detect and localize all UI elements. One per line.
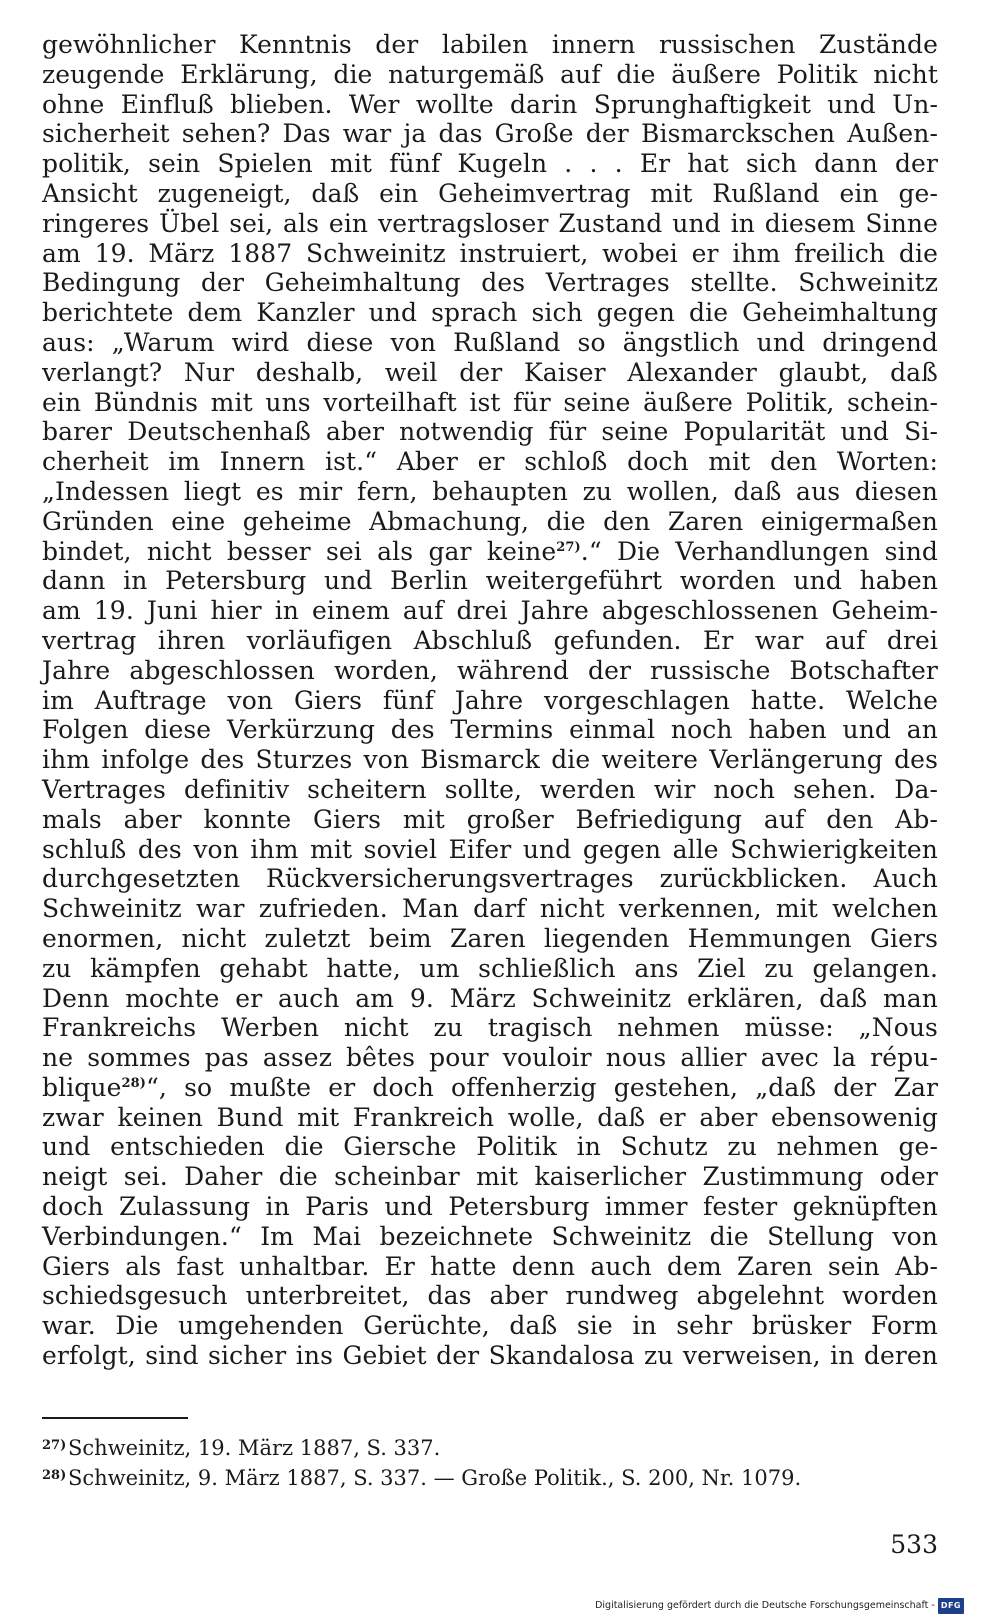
text-line: barer Deutschenhaß aber notwendig für seine Popularität und Si- bbox=[42, 417, 938, 447]
text-line: zu kämpfen gehabt hatte, um schließlich ans Ziel zu gelangen. bbox=[42, 953, 938, 983]
text-line: Schweinitz war zufrieden. Man darf nicht verkennen, mit welchen bbox=[42, 894, 938, 924]
text-line: am 19. März 1887 Schweinitz instruiert, wobei er ihm freilich die bbox=[42, 238, 938, 268]
text-line: politik, sein Spielen mit fünf Kugeln . . . Er hat sich dann der bbox=[42, 149, 938, 179]
footnote-reference[interactable]: 27) bbox=[556, 539, 581, 555]
footnote: 27)Schweinitz, 19. März 1887, S. 337. bbox=[42, 1436, 441, 1460]
text-line: schluß des von ihm mit soviel Eifer und gegen alle Schwierigkeiten bbox=[42, 834, 938, 864]
body-text bbox=[42, 30, 938, 1371]
digitization-credit bbox=[595, 1598, 964, 1614]
text-line: und entschieden die Giersche Politik in Schutz zu nehmen ge- bbox=[42, 1132, 938, 1162]
text-line: Giers als fast unhaltbar. Er hatte denn auch dem Zaren sein Ab- bbox=[42, 1251, 938, 1281]
text-line: doch Zulassung in Paris und Petersburg immer fester geknüpften bbox=[42, 1192, 938, 1222]
text-line: blique$^{28)}$“, so mußte er doch offenherzig gestehen, „daß der Zar bbox=[42, 1072, 938, 1102]
text-line: neigt sei. Daher die scheinbar mit kaiserlicher Zustimmung oder bbox=[42, 1162, 938, 1192]
text-line: ein Bündnis mit uns vorteilhaft ist für seine äußere Politik, schein- bbox=[42, 387, 938, 417]
text-line: Gründen eine geheime Abmachung, die den Zaren einigermaßen bbox=[42, 506, 938, 536]
text-line: ne sommes pas assez bêtes pour vouloir nous allier avec la répu- bbox=[42, 1043, 938, 1073]
text-line: ihm infolge des Sturzes von Bismarck die weitere Verlängerung des bbox=[42, 745, 938, 775]
footnote-reference[interactable]: 28) bbox=[121, 1075, 147, 1091]
text-line: verlangt? Nur deshalb, weil der Kaiser Alexander glaubt, daß bbox=[42, 357, 938, 387]
text-line: Verbindungen.“ Im Mai bezeichnete Schweinitz die Stellung von bbox=[42, 1221, 938, 1251]
text-line: Vertrages definitiv scheitern sollte, werden wir noch sehen. Da- bbox=[42, 774, 938, 804]
text-line: schiedsgesuch unterbreitet, das aber rundweg abgelehnt worden bbox=[42, 1281, 938, 1311]
text-line: cherheit im Innern ist.“ Aber er schloß doch mit den Worten: bbox=[42, 447, 938, 477]
text-line: „Indessen liegt es mir fern, behaupten zu wollen, daß aus diesen bbox=[42, 476, 938, 506]
text-line: erfolgt, sind sicher ins Gebiet der Skandalosa zu verweisen, in deren bbox=[42, 1341, 938, 1371]
text-line: im Auftrage von Giers fünf Jahre vorgeschlagen hatte. Welche bbox=[42, 685, 938, 715]
text-line: ohne Einfluß blieben. Wer wollte darin Sprunghaftigkeit und Un- bbox=[42, 89, 938, 119]
text-line: war. Die umgehenden Gerüchte, daß sie in sehr brüsker Form bbox=[42, 1311, 938, 1341]
text-line: bindet, nicht besser sei als gar keine$^{27)}$.“ Die Verhandlungen sind bbox=[42, 536, 939, 566]
digitization-note-text: Digitalisierung gefördert durch die Deutsche Forschungsgemeinschaft - bbox=[595, 1600, 935, 1611]
footnote-text: Schweinitz, 9. März 1887, S. 337. — Große Politik., S. 200, Nr. 1079. bbox=[68, 1466, 802, 1490]
footnote-divider bbox=[42, 1417, 188, 1419]
text-line: sicherheit sehen? Das war ja das Große der Bismarckschen Außen- bbox=[42, 119, 938, 149]
text-line: vertrag ihren vorläufigen Abschluß gefunden. Er war auf drei bbox=[42, 625, 938, 655]
text-line: ringeres Übel sei, als ein vertragsloser Zustand und in diesem Sinne bbox=[42, 208, 938, 238]
text-line: Jahre abgeschlossen worden, während der russische Botschafter bbox=[42, 655, 938, 685]
text-line: Bedingung der Geheimhaltung des Vertrages stellte. Schweinitz bbox=[42, 268, 938, 298]
text-line: Folgen diese Verkürzung des Termins einmal noch haben und an bbox=[42, 715, 938, 745]
footnote-text: Schweinitz, 19. März 1887, S. 337. bbox=[68, 1436, 441, 1460]
text-line: zwar keinen Bund mit Frankreich wolle, daß er aber ebensowenig bbox=[42, 1102, 938, 1132]
text-line: Denn mochte er auch am 9. März Schweinitz erklären, daß man bbox=[42, 983, 938, 1013]
text-line: dann in Petersburg und Berlin weitergeführt worden und haben bbox=[42, 566, 938, 596]
dfg-logo: DFG bbox=[938, 1598, 964, 1614]
text-line: berichtete dem Kanzler und sprach sich gegen die Geheimhaltung bbox=[42, 298, 938, 328]
text-line: mals aber konnte Giers mit großer Befriedigung auf den Ab- bbox=[42, 804, 938, 834]
text-line: Ansicht zugeneigt, daß ein Geheimvertrag mit Rußland ein ge- bbox=[42, 178, 938, 208]
page-number: 533 bbox=[890, 1530, 938, 1559]
text-line: durchgesetzten Rückversicherungsvertrages zurückblicken. Auch bbox=[42, 864, 938, 894]
text-line: zeugende Erklärung, die naturgemäß auf die äußere Politik nicht bbox=[42, 59, 938, 89]
text-line: am 19. Juni hier in einem auf drei Jahre abgeschlossenen Geheim- bbox=[42, 596, 938, 626]
text-line: aus: „Warum wird diese von Rußland so ängstlich und dringend bbox=[42, 327, 938, 357]
text-line: enormen, nicht zuletzt beim Zaren liegenden Hemmungen Giers bbox=[42, 923, 938, 953]
text-line: Frankreichs Werben nicht zu tragisch nehmen müsse: „Nous bbox=[42, 1013, 938, 1043]
footnote: 28)Schweinitz, 9. März 1887, S. 337. — Große Politik., S. 200, Nr. 1079. bbox=[42, 1466, 802, 1490]
footnotes bbox=[42, 1433, 942, 1493]
text-line: gewöhnlicher Kenntnis der labilen innern russischen Zustände bbox=[42, 30, 938, 59]
